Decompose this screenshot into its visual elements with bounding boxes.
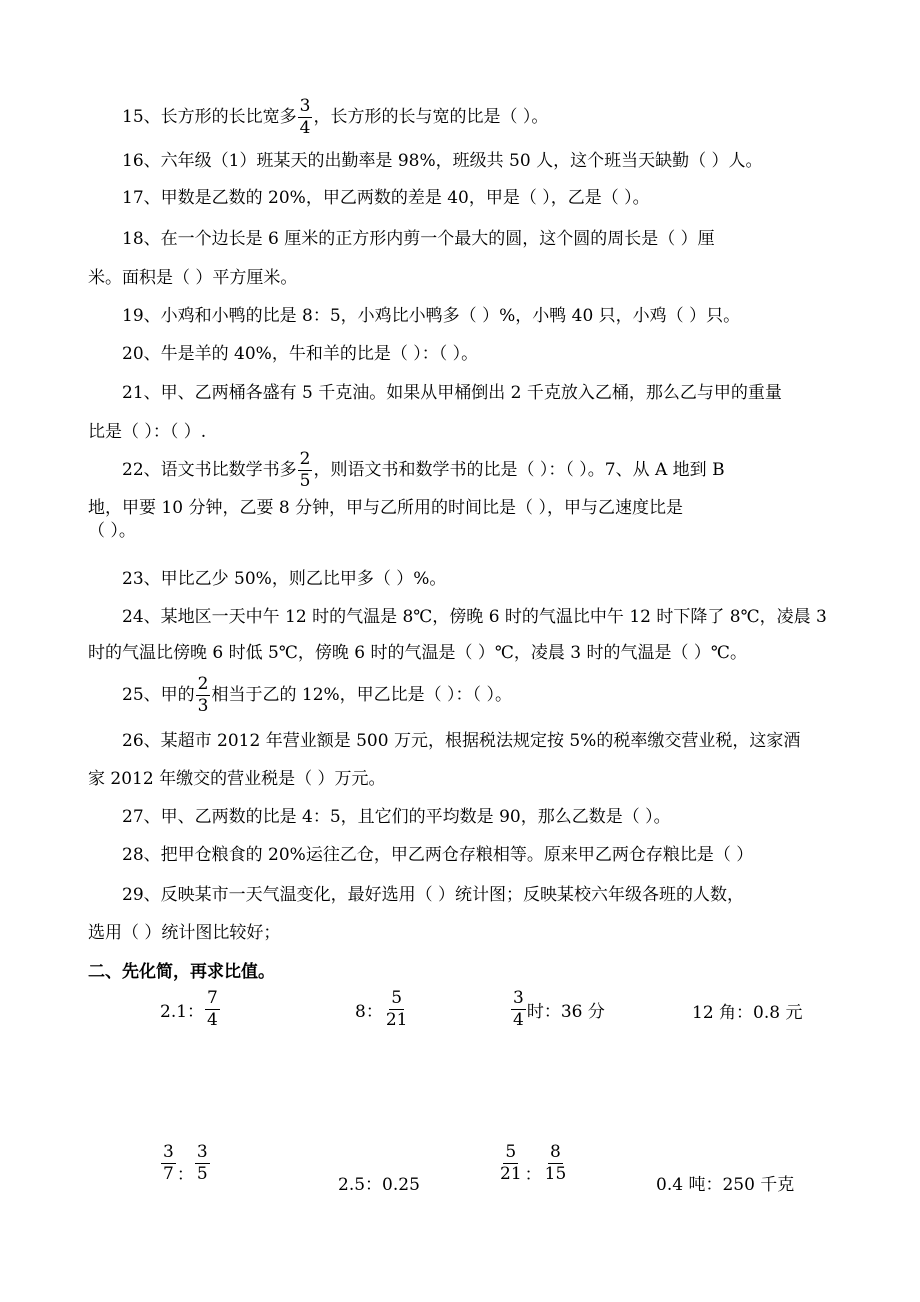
numerator: 5 [391, 988, 403, 1008]
question-26-line1: 26、某超市 2012 年营业额是 500 万元，根据税法规定按 5%的税率缴交营业税，这家酒 [122, 731, 801, 751]
q22-text-a: 22、语文书比数学书多 [122, 460, 297, 480]
denominator: 4 [513, 1010, 524, 1030]
q25-text-a: 25、甲的 [122, 685, 195, 705]
fraction [511, 990, 526, 1029]
question-22-line2: 地，甲要 10 分钟，乙要 8 分钟，甲与乙所用的时间比是（ ），甲与乙速度比是 [88, 498, 683, 518]
denominator: 21 [385, 1010, 408, 1030]
question-28: 28、把甲仓粮食的 20%运往乙仓，甲乙两仓存粮相等。原来甲乙两仓存粮比是（ ） [122, 845, 754, 865]
numerator: 7 [207, 988, 218, 1008]
question-23: 23、甲比乙少 50%，则乙比甲多（ ）%。 [122, 569, 447, 589]
fraction [298, 98, 313, 137]
q25-text-b: 相当于乙的 12%，甲乙比是（ ）：（ ）。 [211, 685, 512, 705]
question-22-line3: （ ）。 [88, 521, 136, 541]
denominator: 7 [163, 1164, 174, 1184]
question-20: 20、牛是羊的 40%，牛和羊的比是（ ）：（ ）。 [122, 344, 479, 364]
expression-7 [497, 1142, 569, 1185]
section-heading: 二、先化简，再求比值。 [88, 962, 275, 982]
denominator: 15 [544, 1164, 567, 1184]
expr3-text: 时：36 分 [526, 1002, 605, 1022]
denominator: 4 [299, 118, 311, 138]
denominator: 3 [197, 696, 209, 716]
fraction [298, 451, 313, 490]
expression-8: 0.4 吨：250 千克 [656, 1175, 795, 1195]
expr1-text: 2.1： [160, 1002, 205, 1022]
numerator: 8 [550, 1142, 561, 1162]
question-29-line1: 29、反映某市一天气温变化，最好选用（ ）统计图；反映某校六年级各班的人数， [122, 885, 745, 905]
question-29-line2: 选用（ ）统计图比较好； [88, 923, 281, 943]
numerator: 3 [163, 1142, 174, 1162]
question-21-line1: 21、甲、乙两桶各盛有 5 千克油。如果从甲桶倒出 2 千克放入乙桶，那么乙与甲的重量 [122, 383, 782, 403]
numerator: 3 [513, 988, 524, 1008]
question-17: 17、甲数是乙数的 20%，甲乙两数的差是 40，甲是（ ），乙是（ ）。 [122, 188, 650, 208]
expr2-text: 8： [355, 1002, 383, 1022]
expression-3 [510, 990, 605, 1029]
question-26-line2: 家 2012 年缴交的营业税是（ ）万元。 [88, 769, 386, 789]
question-25 [122, 676, 512, 715]
denominator: 4 [207, 1010, 218, 1030]
ratio-colon: ： [176, 1165, 194, 1185]
fraction [384, 990, 410, 1029]
expression-2 [355, 990, 410, 1029]
fraction [196, 676, 211, 715]
question-19: 19、小鸡和小鸭的比是 8：5，小鸡比小鸭多（ ）%，小鸭 40 只，小鸡（ ）只。 [122, 306, 741, 326]
question-24-line1: 24、某地区一天中午 12 时的气温是 8℃，傍晚 6 时的气温比中午 12 时下降了 8℃，凌晨 3 [122, 607, 827, 627]
numerator: 5 [505, 1142, 517, 1162]
denominator: 21 [500, 1164, 522, 1184]
q15-text-a: 15、长方形的长比宽多 [122, 107, 297, 127]
q15-text-b: ，长方形的长与宽的比是（ ）。 [313, 107, 549, 127]
denominator: 5 [196, 1164, 208, 1184]
expression-5 [160, 1142, 211, 1185]
question-24-line2: 时的气温比傍晚 6 时低 5℃，傍晚 6 时的气温是（ ）℃，凌晨 3 时的气温是（ ）℃。 [88, 643, 747, 663]
ratio-colon: ： [524, 1165, 542, 1185]
question-21-line2: 比是（ ）：（ ）. [88, 422, 207, 442]
expression-6: 2.5：0.25 [338, 1175, 420, 1195]
numerator: 3 [196, 1142, 208, 1162]
fraction [195, 1144, 210, 1183]
fraction [543, 1144, 569, 1183]
numerator: 2 [299, 449, 311, 469]
fraction [498, 1144, 524, 1183]
question-27: 27、甲、乙两数的比是 4：5，且它们的平均数是 90，那么乙数是（ ）。 [122, 807, 671, 827]
denominator: 5 [299, 471, 311, 491]
numerator: 3 [299, 96, 311, 116]
fraction [161, 1144, 176, 1183]
question-18-line2: 米。面积是（ ）平方厘米。 [88, 268, 298, 288]
expression-4: 12 角：0.8 元 [692, 1003, 803, 1023]
question-16: 16、六年级（1）班某天的出勤率是 98%，班级共 50 人，这个班当天缺勤（ ）人。 [122, 151, 763, 171]
question-18-line1: 18、在一个边长是 6 厘米的正方形内剪一个最大的圆，这个圆的周长是（ ）厘 [122, 229, 715, 249]
fraction [205, 990, 220, 1029]
question-15 [122, 98, 548, 137]
numerator: 2 [197, 674, 209, 694]
expression-1 [160, 990, 221, 1029]
q22-text-b: ，则语文书和数学书的比是（ ）：（ ）。7、从 A 地到 B [313, 460, 725, 480]
question-22-line1 [122, 451, 725, 490]
